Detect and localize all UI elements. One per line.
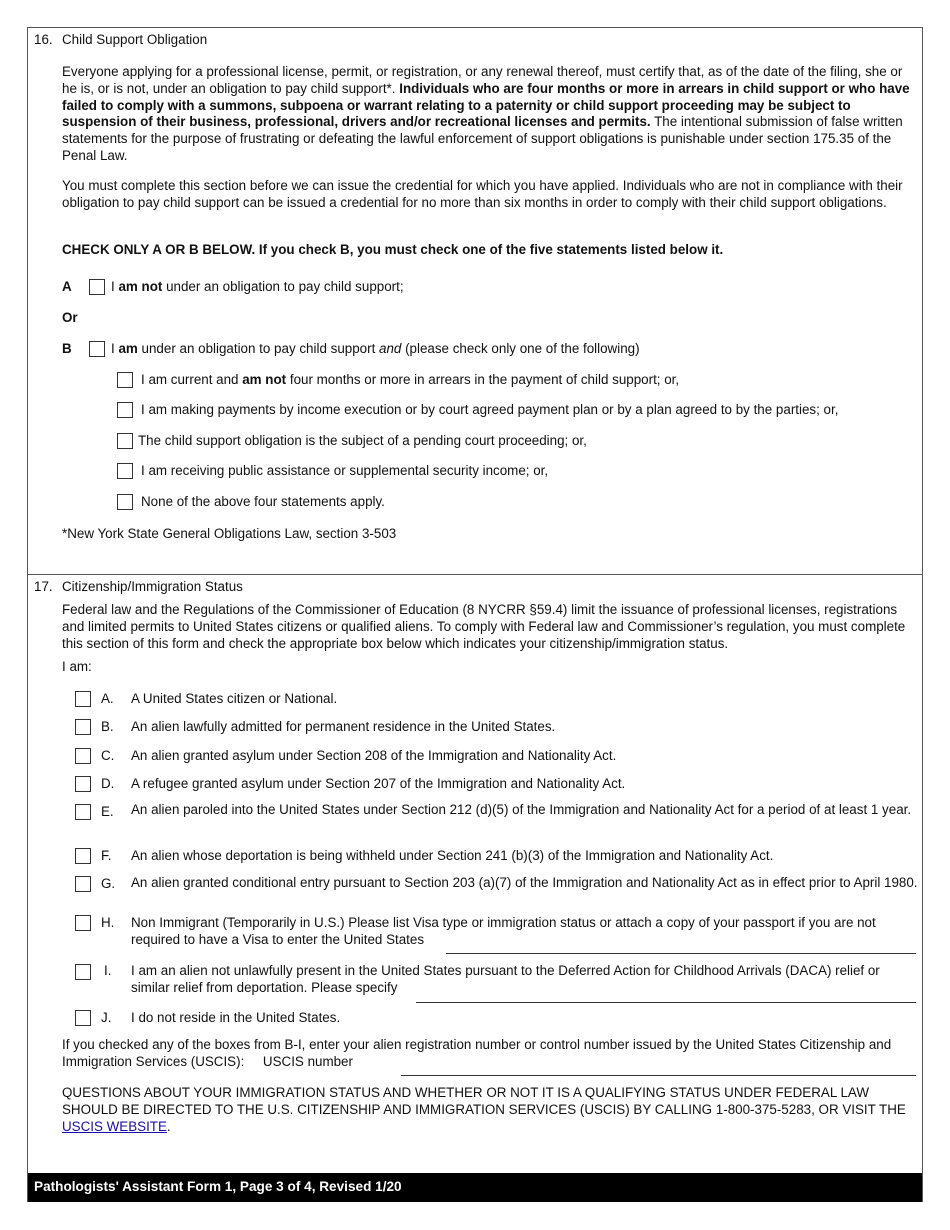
status-c-text: An alien granted asylum under Section 208 of the Immigration and Nationality Act. bbox=[131, 748, 617, 763]
status-i-letter: I. bbox=[104, 963, 112, 978]
status-a-letter: A. bbox=[101, 691, 114, 706]
section-17-title: Citizenship/Immigration Status bbox=[62, 579, 243, 594]
child-support-notice: Everyone applying for a professional license, permit, or registration, or any renewal thereof, must certify that, as of the date of the filing, she or he is, or is not, under an obligation to pay child support*. Individuals who are four months or more in arrears in child support or who have failed to comply with a summons, subpoena or warrant relating to a paternity or child support proceeding may be subject to suspension of their business, professional, drivers and/or recreational licenses and permits. The intentional submission of false written statements for the purpose of frustrating or defeating the lawful enforcement of support obligations is punishable under section 175.35 of the Penal Law. bbox=[62, 64, 910, 163]
status-c-checkbox[interactable] bbox=[75, 748, 91, 764]
or-label: Or bbox=[62, 310, 78, 325]
status-e-checkbox[interactable] bbox=[75, 804, 91, 820]
status-j-checkbox[interactable] bbox=[75, 1010, 91, 1026]
option-b-letter: B bbox=[62, 341, 72, 356]
compliance-paragraph: You must complete this section before we can issue the credential for which you have applied. Individuals who are not in compliance with their obligation to pay child support can be issued a credential for no more than six months in order to comply with their child support obligations. bbox=[62, 178, 903, 210]
status-b-text: An alien lawfully admitted for permanent residence in the United States. bbox=[131, 719, 556, 734]
section-17-number: 17. bbox=[34, 579, 53, 594]
status-a-text: A United States citizen or National. bbox=[131, 691, 338, 706]
daca-specify-field[interactable] bbox=[416, 1002, 916, 1003]
status-d-checkbox[interactable] bbox=[75, 776, 91, 792]
status-a-checkbox[interactable] bbox=[75, 691, 91, 707]
status-g-letter: G. bbox=[101, 876, 116, 891]
status-h-letter: H. bbox=[101, 915, 115, 930]
status-f-checkbox[interactable] bbox=[75, 848, 91, 864]
sub-option-3-checkbox[interactable] bbox=[117, 433, 133, 449]
sub-option-2-label: I am making payments by income execution or by court agreed payment plan or by a plan agreed to by the parties; or, bbox=[141, 402, 839, 417]
option-b-checkbox[interactable] bbox=[89, 341, 105, 357]
status-f-letter: F. bbox=[101, 848, 112, 863]
page-footer: Pathologists' Assistant Form 1, Page 3 of 4, Revised 1/20 bbox=[28, 1173, 922, 1202]
status-f-text: An alien whose deportation is being withheld under Section 241 (b)(3) of the Immigration and Nationality Act. bbox=[131, 848, 774, 863]
form-page bbox=[27, 27, 923, 1202]
uscis-number-field[interactable] bbox=[401, 1075, 916, 1076]
status-i-text: I am an alien not unlawfully present in the United States pursuant to the Deferred Action for Childhood Arrivals (DACA) relief or similar relief from deportation. Please specify bbox=[131, 963, 880, 995]
option-a-letter: A bbox=[62, 279, 72, 294]
option-b-label: I am under an obligation to pay child support and (please check only one of the following) bbox=[111, 341, 640, 356]
check-instruction: CHECK ONLY A OR B BELOW. If you check B, you must check one of the five statements listed below it. bbox=[62, 242, 724, 257]
status-h-text: Non Immigrant (Temporarily in U.S.) Please list Visa type or immigration status or attach a copy of your passport if you are not required to have a Visa to enter the United States bbox=[131, 915, 876, 947]
section-16-number: 16. bbox=[34, 32, 53, 47]
sub-option-3-label: The child support obligation is the subject of a pending court proceeding; or, bbox=[138, 433, 587, 448]
sub-option-1-label: I am current and am not four months or more in arrears in the payment of child support; or, bbox=[141, 372, 680, 387]
questions-notice: QUESTIONS ABOUT YOUR IMMIGRATION STATUS AND WHETHER OR NOT IT IS A QUALIFYING STATUS UNDER FEDERAL LAW SHOULD BE DIRECTED TO THE U.S. CITIZENSHIP AND IMMIGRATION SERVICES (USCIS) BY CALLING 1-800-375-5283, OR VISIT THE USCIS WEBSITE. bbox=[62, 1085, 906, 1134]
status-d-text: A refugee granted asylum under Section 207 of the Immigration and Nationality Act. bbox=[131, 776, 626, 791]
status-b-checkbox[interactable] bbox=[75, 719, 91, 735]
status-i-checkbox[interactable] bbox=[75, 964, 91, 980]
section-divider bbox=[28, 574, 922, 575]
sub-option-1-checkbox[interactable] bbox=[117, 372, 133, 388]
uscis-website-link[interactable]: USCIS WEBSITE bbox=[62, 1118, 167, 1134]
i-am-label: I am: bbox=[62, 659, 92, 674]
status-g-checkbox[interactable] bbox=[75, 876, 91, 892]
uscis-instruction: If you checked any of the boxes from B-I, enter your alien registration number or control number issued by the United States Citizenship and Immigration Services (USCIS): USCIS number bbox=[62, 1037, 892, 1069]
status-j-text: I do not reside in the United States. bbox=[131, 1010, 341, 1025]
status-h-checkbox[interactable] bbox=[75, 915, 91, 931]
option-a-checkbox[interactable] bbox=[89, 279, 105, 295]
footnote: *New York State General Obligations Law, section 3-503 bbox=[62, 526, 397, 541]
option-a-label: I am not under an obligation to pay child support; bbox=[111, 279, 404, 294]
visa-type-field[interactable] bbox=[446, 953, 916, 954]
status-g-text: An alien granted conditional entry pursuant to Section 203 (a)(7) of the Immigration and Nationality Act as in effect prior to April 1980. bbox=[131, 875, 918, 890]
status-b-letter: B. bbox=[101, 719, 114, 734]
sub-option-2-checkbox[interactable] bbox=[117, 402, 133, 418]
uscis-number-label: USCIS number bbox=[262, 1053, 353, 1069]
sub-option-5-checkbox[interactable] bbox=[117, 494, 133, 510]
sub-option-4-checkbox[interactable] bbox=[117, 463, 133, 479]
status-e-text: An alien paroled into the United States under Section 212 (d)(5) of the Immigration and Nationality Act for a period of at least 1 year. bbox=[131, 802, 912, 817]
sub-option-4-label: I am receiving public assistance or supplemental security income; or, bbox=[141, 463, 549, 478]
status-e-letter: E. bbox=[101, 804, 114, 819]
sub-option-5-label: None of the above four statements apply. bbox=[141, 494, 385, 509]
section-16-title: Child Support Obligation bbox=[62, 32, 208, 47]
status-c-letter: C. bbox=[101, 748, 115, 763]
status-d-letter: D. bbox=[101, 776, 115, 791]
citizenship-intro: Federal law and the Regulations of the Commissioner of Education (8 NYCRR §59.4) limit the issuance of professional licenses, registrations and limited permits to United States citizens or qualified aliens. To comply with Federal law and Commissioner’s regulation, you must complete this section of this form and check the appropriate box below which indicates your citizenship/immigration status. bbox=[62, 602, 906, 651]
status-j-letter: J. bbox=[101, 1010, 112, 1025]
